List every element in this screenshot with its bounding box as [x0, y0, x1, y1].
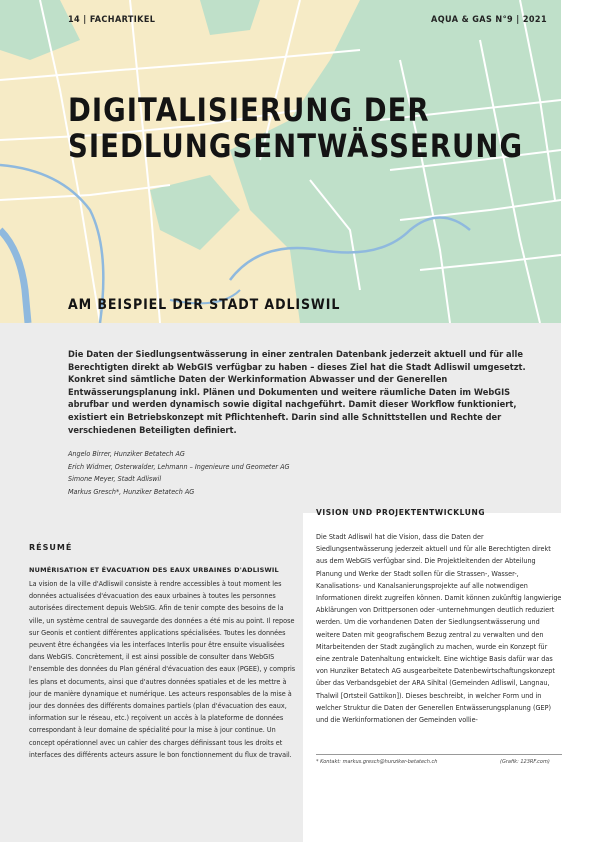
footnote-divider — [316, 754, 562, 755]
header-issue-label: AQUA & GAS N°9 | 2021 — [431, 15, 547, 25]
article-title — [68, 91, 524, 165]
resume-heading: RÉSUMÉ — [29, 543, 73, 552]
article-subtitle: AM BEISPIEL DER STADT ADLISWIL — [68, 297, 341, 313]
author-3: Simone Meyer, Stadt Adliswil — [68, 475, 162, 483]
title-line-2: SIEDLUNGSENTWÄSSERUNG — [68, 127, 524, 165]
section-heading: VISION UND PROJEKTENTWICKLUNG — [316, 508, 486, 517]
footnote: * Kontakt: markus.gresch@hunziker-betatech.ch — [316, 759, 438, 765]
resume-subheading: NUMÉRISATION ET ÉVACUATION DES EAUX URBAINES D'ADLISWIL — [29, 566, 279, 574]
image-credit: (Grafik: 123RF.com) — [500, 759, 550, 765]
title-line-1: DIGITALISIERUNG DER — [68, 91, 430, 129]
right-margin-strip — [561, 0, 595, 842]
author-1: Angelo Birrer, Hunziker Betatech AG — [68, 450, 185, 458]
header-section-label: 14 | FACHARTIKEL — [68, 15, 156, 25]
resume-text: La vision de la ville d'Adliswil consiste à rendre accessibles à tout moment les données actualisées d'évacuation des eaux urbaines à toutes les personnes autorisées directement depuis WebSIG. Afin de tenir compte des besoins de la ville, un système central de sauvegarde des données a été mis au point. Il repose sur Geonis et contient différentes applications spécialisées. Toutes les données peuvent être échangées via les interfaces Interlis pour être ensuite visualisées dans WebGIS. Concrètement, il est ainsi possible de consulter dans WebGIS l'ensemble des données du Plan général d'évacuation des eaux (PGEE), y compris les plans et documents, ainsi que d'autres données spatiales et de les mettre à jour de manière dynamique et numérique. Les acteurs responsables de la mise à jour des données des différents domaines partiels (plan d'évacuation des eaux, information sur le réseau, etc.) reçoivent un accès à la plateforme de données correspondant à leur domaine de spécialité pour la mise à jour continue. Un concept opérationnel avec un cahier des charges définissant tous les droits et interfaces des différents acteurs assure le bon fonctionnement du flux de travail. — [29, 579, 296, 759]
section-text: Die Stadt Adliswil hat die Vision, dass die Daten der Siedlungsentwässerung jederzeit aktuell und für alle Berechtigten direkt aus dem WebGIS verfügbar sind. Die Projektleitenden der Abteilung Planung und Werke der Stadt sollen für die Strassen-, Wasser-, Kanalisations- und Kanalsanierungsprojekte auf alle notwendigen Informationen direkt zugreifen können. Damit können zukünftig langwierige Abklärungen von Drittpersonen oder -unternehmungen deutlich reduziert werden. Um die vorhandenen Daten der Siedlungsentwässerung und weitere Daten mit geografischem Bezug zentral zu verwalten und den Mitarbeitenden der Stadt zugänglich zu machen, wurde ein Konzept für eine zentrale Datenhaltung entwickelt. Eine wichtige Basis dafür war das von Hunziker Betatech AG ausgearbeitete Datenbewirtschaftungskonzept über das Verbandsgebiet der ARA Sihltal (Gemeinden Adliswil, Langnau, Thalwil [Ortsteil Gattikon]). Dieses beschreibt, in welcher Form und in welcher Struktur die Daten der Generellen Entwässerungsplanung (GEP) und die Werkinformationen der Gemeinden vollie- — [316, 532, 562, 725]
author-4: Markus Gresch*, Hunziker Betatech AG — [68, 487, 195, 496]
author-2: Erich Widmer, Osterwalder, Lehmann – Ingenieure und Geometer AG — [68, 462, 290, 471]
author-list — [68, 448, 290, 498]
lead-paragraph: Die Daten der Siedlungsentwässerung in einer zentralen Datenbank jederzeit aktuell und für alle Berechtigten direkt ab WebGIS verfügbar zu haben – dieses Ziel hat die Stadt Adliswil umgesetzt. Konkret sind sämtliche Daten der Werkinformation Abwasser und der Generellen Entwässerungsplanung inkl. Plänen und Dokumenten und weitere räumliche Daten im WebGIS abrufbar und werden dynamisch sowie digital nachgeführt. Damit dieser Workflow funktioniert, existiert ein Betriebskonzept mit Pflichtenheft. Darin sind alle Schnittstellen und Rechte der verschiedenen Beteiligten definiert. — [68, 350, 526, 436]
